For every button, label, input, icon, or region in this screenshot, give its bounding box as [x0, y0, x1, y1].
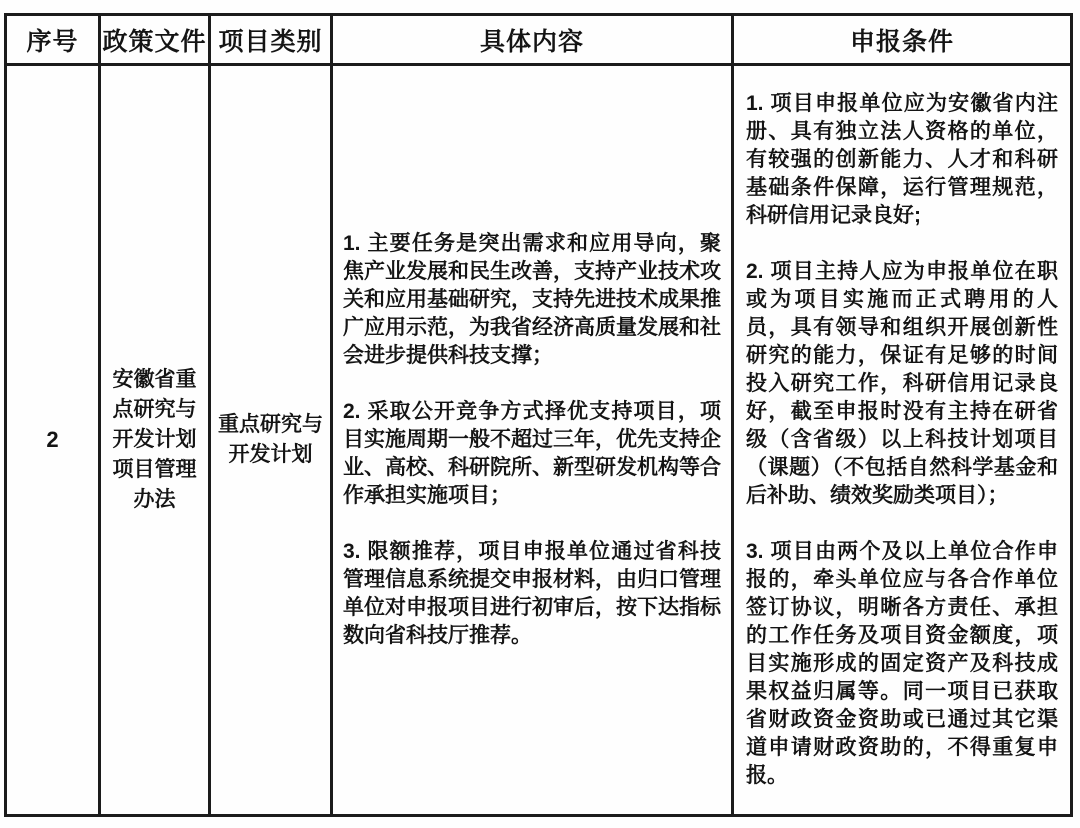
column-header-conditions: 申报条件	[733, 15, 1072, 65]
conditions-paragraph-3: 3. 项目由两个及以上单位合作申报的，牵头单位应与各合作单位签订协议，明晰各方责任、承担的工作任务及项目资金额度，项目实施形成的固定资产及科技成果权益归属等。同一项目已获取省财政资金资助或已通过其它渠道申请财政资助的，不得重复申报。	[746, 540, 1058, 787]
table-header-row	[6, 15, 1072, 65]
column-header-content: 具体内容	[332, 15, 733, 65]
conditions-paragraph-1: 1. 项目申报单位应为安徽省内注册、具有独立法人资格的单位，有较强的创新能力、人才和科研基础条件保障，运行管理规范，科研信用记录良好;	[746, 92, 1058, 227]
conditions-paragraph-2: 2. 项目主持人应为申报单位在职或为项目实施而正式聘用的人员，具有领导和组织开展创新性研究的能力，保证有足够的时间投入研究工作，科研信用记录良好，截至申报时没有主持在研省级（含省级）以上科技计划项目（课题）（不包括自然科学基金和后补助、绩效奖励类项目）；	[746, 260, 1058, 507]
cell-policy-document: 安徽省重点研究与开发计划项目管理办法	[100, 65, 210, 816]
cell-project-category: 重点研究与开发计划	[210, 65, 332, 816]
cell-application-conditions	[733, 65, 1072, 816]
column-header-policy-document: 政策文件	[100, 15, 210, 65]
policy-table	[4, 13, 1073, 817]
content-paragraph-3: 3. 限额推荐，项目申报单位通过省科技管理信息系统提交申报材料，由归口管理单位对申报项目进行初审后，按下达指标数向省科技厅推荐。	[343, 540, 721, 647]
cell-seq-number: 2	[6, 65, 100, 816]
cell-specific-content	[332, 65, 733, 816]
column-header-project-category: 项目类别	[210, 15, 332, 65]
table-row	[6, 65, 1072, 816]
content-paragraph-1: 1. 主要任务是突出需求和应用导向，聚焦产业发展和民生改善，支持产业技术攻关和应用基础研究，支持先进技术成果推广应用示范，为我省经济高质量发展和社会进步提供科技支撑；	[343, 232, 721, 367]
column-header-seq: 序号	[6, 15, 100, 65]
content-paragraph-2: 2. 采取公开竞争方式择优支持项目，项目实施周期一般不超过三年，优先支持企业、高校、科研院所、新型研发机构等合作承担实施项目；	[343, 400, 721, 507]
